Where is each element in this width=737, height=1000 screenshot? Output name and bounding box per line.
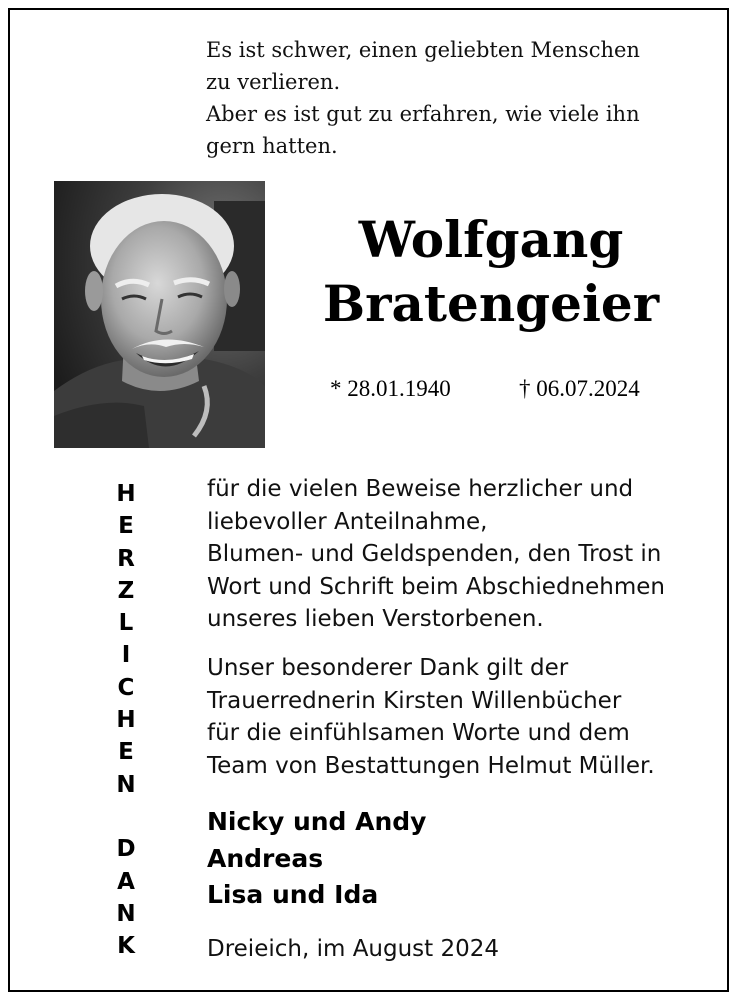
thanks-paragraph-2	[207, 652, 687, 782]
quote-line: Es ist schwer, einen geliebten Menschen	[206, 38, 640, 62]
text-line: Trauerrednerin Kirsten Willenbücher	[207, 687, 622, 714]
deceased-name	[296, 208, 686, 336]
first-name: Wolfgang	[358, 210, 624, 269]
vertical-letter: C	[117, 674, 135, 701]
text-line: für die vielen Beweise herzlicher und	[207, 476, 634, 502]
memorial-quote	[206, 34, 646, 162]
text-line: Blumen- und Geldspenden, den Trost in	[207, 541, 662, 567]
text-line: Team von Bestattungen Helmut Müller.	[207, 752, 655, 779]
text-line: Wort und Schrift beim Abschiednehmen	[207, 573, 665, 600]
signers	[207, 804, 687, 914]
text-line: für die einfühlsamen Worte und dem	[207, 720, 630, 746]
vertical-gap	[100, 801, 152, 833]
last-name: Bratengeier	[322, 274, 660, 333]
signer-name: Lisa und Ida	[207, 880, 379, 909]
vertical-letter: N	[116, 771, 136, 798]
vertical-letter: E	[118, 513, 134, 540]
text-line: Unser besonderer Dank gilt der	[207, 655, 569, 681]
quote-line: Aber es ist gut zu erfahren, wie viele ihn	[206, 102, 640, 126]
vertical-letter: H	[116, 707, 136, 734]
vertical-letter: R	[117, 545, 135, 572]
quote-line: gern hatten.	[206, 134, 338, 158]
vertical-letter: Z	[117, 577, 135, 604]
thanks-paragraph-1	[207, 473, 687, 636]
portrait-photo	[54, 181, 265, 448]
vertical-thanks-word	[100, 478, 152, 962]
vertical-letter: H	[116, 481, 136, 507]
signer-name: Nicky und Andy	[207, 807, 427, 836]
text-line: unseres lieben Verstorbenen.	[207, 606, 544, 632]
signer-name: Andreas	[207, 843, 324, 873]
vertical-letter: E	[118, 739, 134, 766]
place-and-date: Dreieich, im August 2024	[207, 936, 500, 962]
vertical-letter: A	[117, 868, 135, 895]
birth-date: * 28.01.1940	[330, 376, 451, 401]
vertical-letter: I	[121, 642, 131, 669]
vertical-letter: K	[117, 933, 135, 960]
vertical-letter: L	[118, 610, 134, 637]
vertical-letter: N	[116, 900, 136, 927]
text-line: liebevoller Anteilnahme,	[207, 508, 488, 535]
vertical-letter: D	[116, 836, 136, 863]
quote-line: zu verlieren.	[206, 70, 341, 94]
death-date: † 06.07.2024	[519, 376, 640, 401]
